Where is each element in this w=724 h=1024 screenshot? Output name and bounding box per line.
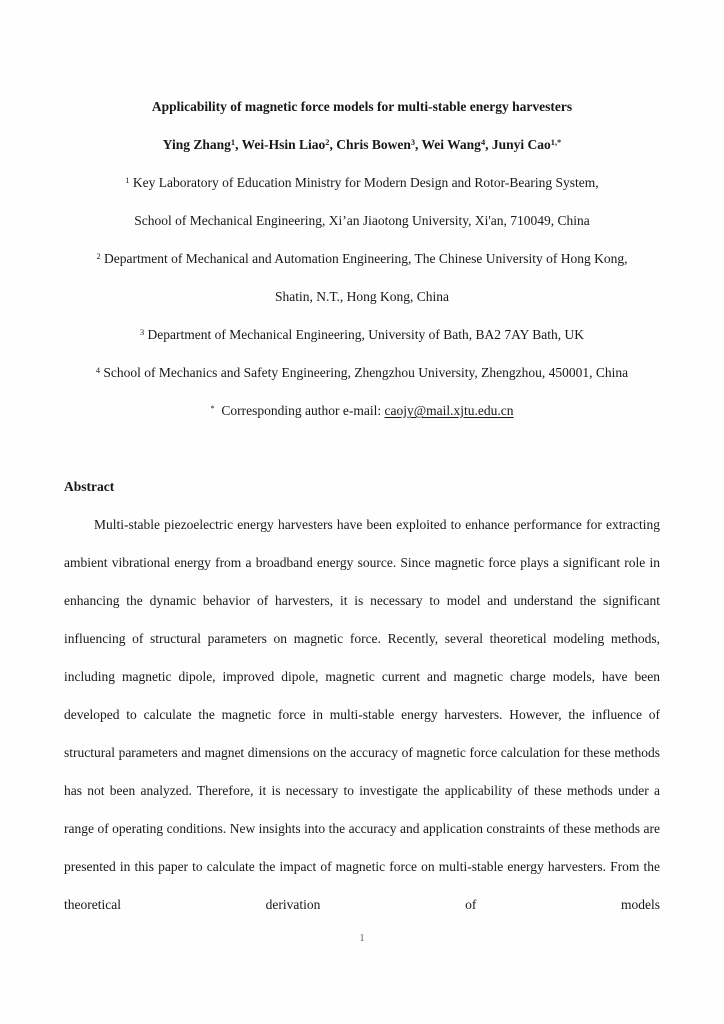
affiliation-line-4: Shatin, N.T., Hong Kong, China: [274, 289, 450, 304]
abstract-heading: Abstract: [64, 479, 115, 494]
email-link[interactable]: caojy@mail.xjtu.edu.cn: [384, 403, 514, 418]
paper-title: Applicability of magnetic force models for multi-stable energy harvesters: [151, 99, 573, 114]
page-number: 1: [359, 932, 365, 944]
affiliation-line-1: $^1$ Key Laboratory of Education Ministry for Modern Design and Rotor-Bearing System,: [125, 175, 599, 190]
affiliation-line-5: $^3$ Department of Mechanical Engineering, University of Bath, BA2 7AY Bath, UK: [139, 327, 585, 342]
affiliation-line-2: School of Mechanical Engineering, Xi’an Jiaotong University, Xi'an, 710049, China: [134, 213, 590, 228]
affiliation-line-6: $^4$ School of Mechanics and Safety Engineering, Zhengzhou University, Zhengzhou, 450001, China: [95, 365, 629, 380]
corresponding-author-line: * Corresponding author e-mail: caojy@mail.xjtu.edu.cn: [210, 403, 514, 418]
abstract-paragraph: Multi-stable piezoelectric energy harvesters have been exploited to enhance performance for extracting ambient vibrational energy from a broadband energy source. Since magnetic force plays a significant role in enhancing the dynamic behavior of harvesters, it is necessary to model and understand the significant influencing of structural parameters on magnetic force. Recently, several theoretical modeling methods, including magnetic dipole, improved dipole, magnetic current and magnetic charge models, have been developed to calculate the magnetic force in multi-stable energy harvesters. However, the influence of structural parameters and magnet dimensions on the accuracy of magnetic force calculation for these methods has not been analyzed. Therefore, it is necessary to investigate the applicability of these methods under a range of operating conditions. New insights into the accuracy and application constraints of these methods are presented in this paper to calculate the impact of magnetic force on multi-stable energy harvesters. From the theoretical derivation of models: [64, 517, 660, 912]
author-line: Ying Zhang$^1$, Wei-Hsin Liao$^2$, Chris Bowen$^3$, Wei Wang$^4$, Junyi Cao$^{1,*}$: [162, 137, 562, 152]
affiliation-line-3: $^2$ Department of Mechanical and Automation Engineering, The Chinese University of Hong Kong,: [96, 251, 628, 266]
